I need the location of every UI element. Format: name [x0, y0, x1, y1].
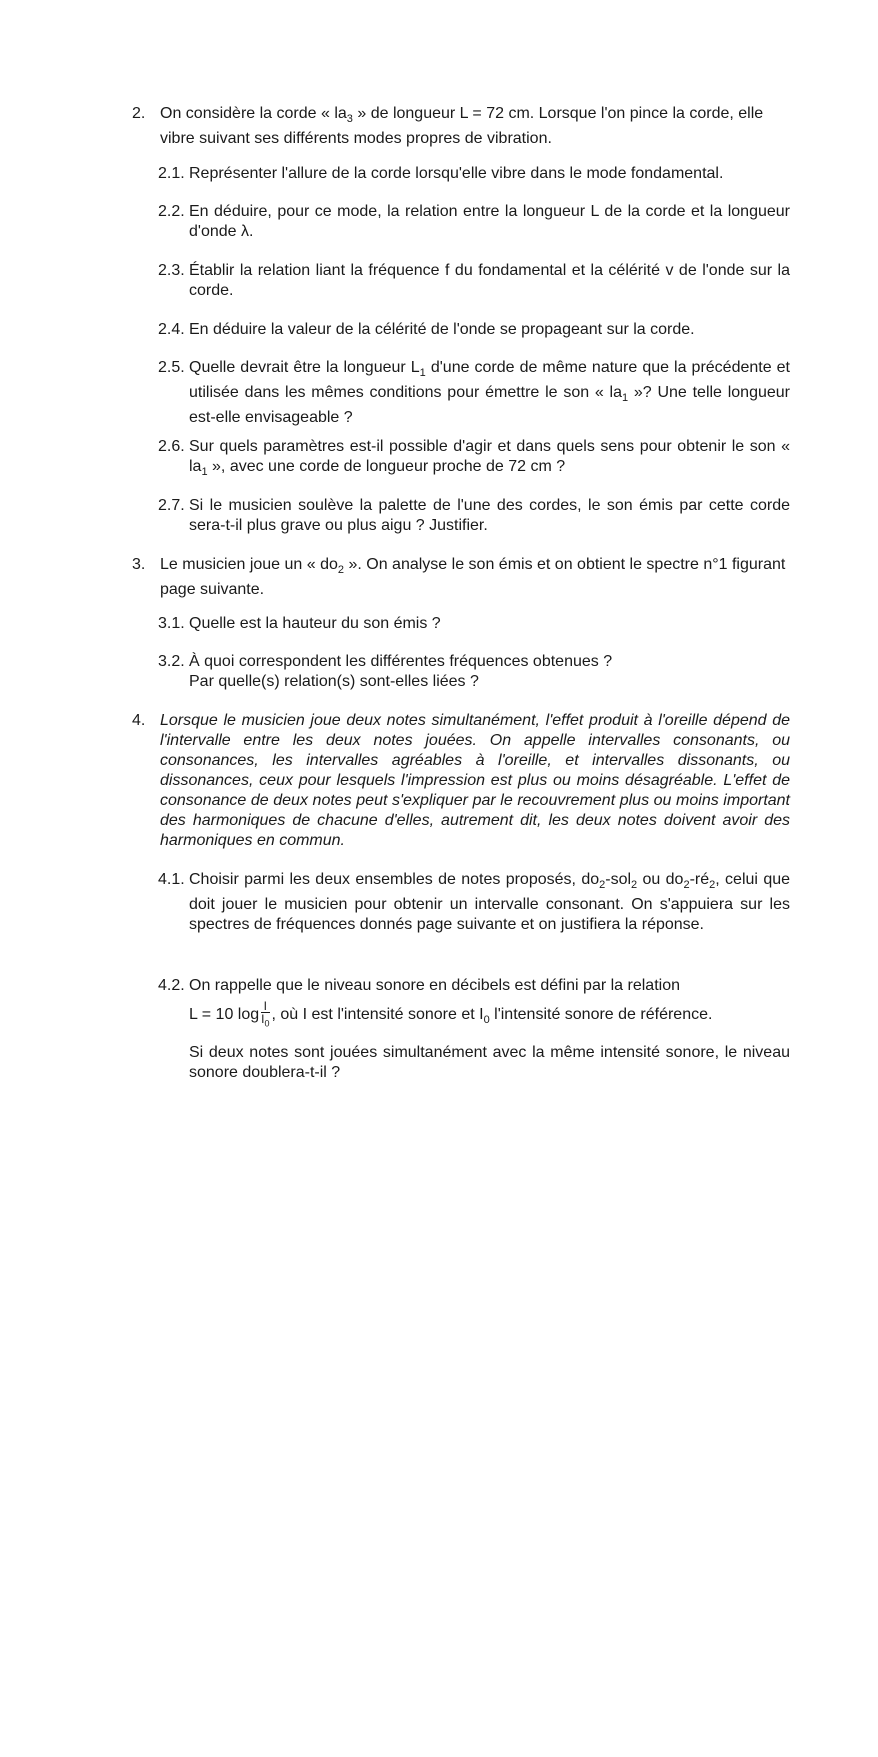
q3-text-b: ». On analyse le son émis et on obtient le spectre n°1 figurant page suivante.	[160, 556, 786, 599]
q4-1-text-e: , celui que doit jouer le musicien pour obtenir un intervalle consonant. On s'appuiera sur les spectres de fréquences donnés page suivante et on justifiera la réponse.	[189, 871, 791, 934]
q3-2-number: 3.2.	[158, 653, 185, 670]
q2-1-text: Représenter l'allure de la corde lorsqu'elle vibre dans le mode fondamental.	[189, 165, 724, 182]
q2-2-text: En déduire, pour ce mode, la relation entre la longueur L de la corde et la longueur d'onde λ.	[189, 203, 790, 240]
q2-6-text-b: », avec une corde de longueur proche de 72 cm ?	[207, 458, 566, 475]
question-3-text	[160, 555, 790, 600]
q4-2-line1: On rappelle que le niveau sonore en décibels est défini par la relation	[189, 977, 680, 994]
q2-5-text-a: Quelle devrait être la longueur L	[189, 359, 420, 376]
question-3-number: 3.	[132, 556, 146, 573]
question-4-text: Lorsque le musicien joue deux notes simultanément, l'effet produit à l'oreille dépend de l'intervalle entre les deux notes jouées. On appelle intervalles consonants, ou consonances, les intervalles agréables à l'oreille, et intervalles dissonants, ou dissonances, ceux pour lesquels l'impression est plus ou moins désagréable. L'effet de consonance de deux notes peut s'expliquer par le recouvrement plus ou moins important des harmoniques de chacune d'elles, autrement dit, les deux notes doivent avoir des harmoniques en commun.	[160, 712, 790, 849]
q2-7-text: Si le musicien soulève la palette de l'une des cordes, le son émis par cette corde sera-t-il plus grave ou plus aigu ? Justifier.	[189, 497, 790, 534]
q2-5-sub-a: 1	[419, 367, 426, 380]
question-2-text	[160, 104, 790, 149]
formula-prefix: L = 10 log	[189, 1005, 260, 1023]
q2-7-number: 2.7.	[158, 497, 185, 514]
q2-text-a: On considère la corde « la	[160, 105, 347, 122]
fraction-denominator	[261, 1013, 269, 1029]
q2-sub-a: 3	[346, 113, 353, 126]
q4-1-sub-c: 2	[683, 879, 690, 892]
q2-3-text: Établir la relation liant la fréquence f du fondamental et la célérité v de l'onde sur la corde.	[189, 262, 790, 299]
fraction-numerator: I	[261, 1000, 269, 1013]
q2-6-sub-a: 1	[201, 466, 208, 479]
q2-2-number: 2.2.	[158, 203, 185, 220]
q2-5-text-c: »? Une telle longueur est-elle envisageable ?	[189, 384, 790, 427]
q4-1-text-a: Choisir parmi les deux ensembles de notes proposés, do	[189, 871, 600, 888]
q4-1-text-d: -ré	[689, 871, 710, 888]
q4-2-number: 4.2.	[158, 977, 185, 994]
q2-3-number: 2.3.	[158, 262, 185, 279]
q4-2-formula-line	[189, 1000, 790, 1032]
formula-sub: 0	[483, 1014, 490, 1027]
q2-6-text-a: Sur quels paramètres est-il possible d'agir et dans quels sens pour obtenir le son « la	[189, 438, 790, 475]
formula-end: l'intensité sonore de référence.	[489, 1005, 713, 1023]
formula-mid: , où I est l'intensité sonore et I	[271, 1005, 484, 1023]
q2-6-number: 2.6.	[158, 438, 185, 455]
question-2-number: 2.	[132, 105, 146, 122]
q2-4-text: En déduire la valeur de la célérité de l'onde se propageant sur la corde.	[189, 321, 695, 338]
q2-5-number: 2.5.	[158, 359, 185, 376]
q2-text-b: » de longueur L = 72 cm. Lorsque l'on pince la corde, elle vibre suivant ses différents modes propres de vibration.	[160, 105, 764, 148]
q4-1-text	[189, 870, 790, 935]
q4-1-text-b: -sol	[605, 871, 632, 888]
q4-1-text-c: ou do	[637, 871, 684, 888]
q2-6-text	[189, 437, 790, 482]
q2-5-text	[189, 358, 790, 428]
fraction-denominator-sub: 0	[264, 1018, 270, 1029]
question-4-number: 4.	[132, 712, 146, 729]
q2-4-number: 2.4.	[158, 321, 185, 338]
q3-1-text: Quelle est la hauteur du son émis ?	[189, 615, 441, 632]
q2-1-number: 2.1.	[158, 165, 185, 182]
fraction-denominator-letter: I	[261, 1012, 265, 1026]
q3-text-a: Le musicien joue un « do	[160, 556, 338, 573]
intensity-fraction	[261, 1000, 269, 1029]
q2-5-text-b: d'une corde de même nature que la précédente et utilisée dans les mêmes conditions pour émettre le son « la	[189, 359, 790, 402]
q4-2-line3: Si deux notes sont jouées simultanément avec la même intensité sonore, le niveau sonore doublera-t-il ?	[189, 1044, 790, 1081]
q3-1-number: 3.1.	[158, 615, 185, 632]
q4-1-sub-d: 2	[709, 879, 716, 892]
q4-1-number: 4.1.	[158, 871, 185, 888]
q2-5-sub-b: 1	[622, 392, 629, 405]
q3-2-line1: À quoi correspondent les différentes fréquences obtenues ?	[189, 653, 613, 670]
q4-1-sub-a: 2	[599, 879, 606, 892]
q3-2-line2: Par quelle(s) relation(s) sont-elles liées ?	[189, 673, 479, 690]
q3-sub-a: 2	[337, 564, 345, 577]
q4-1-sub-b: 2	[631, 879, 638, 892]
